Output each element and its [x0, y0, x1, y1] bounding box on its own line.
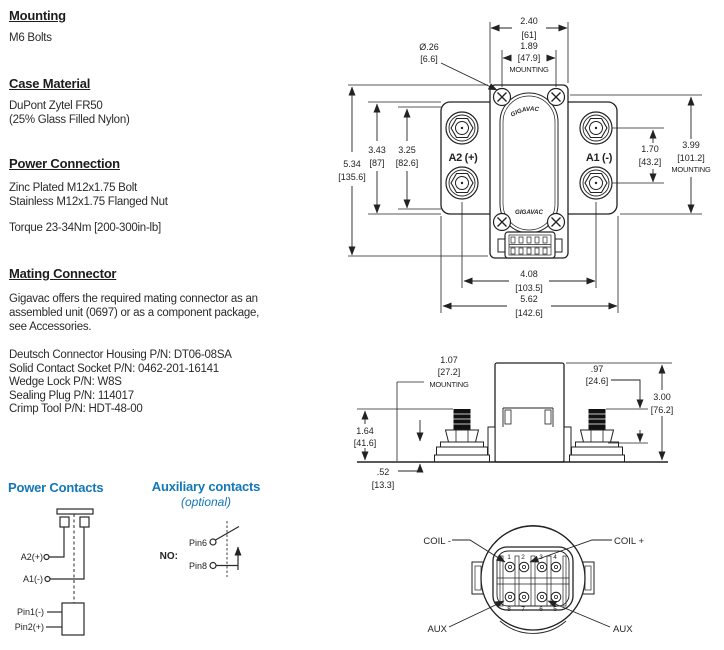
dim-170-mm: [43.2] [638, 157, 662, 167]
mounting-screw [494, 214, 511, 231]
connector-pin-7 [519, 592, 529, 602]
contact-bridge [57, 509, 93, 514]
dim-343-mm: [87] [369, 158, 385, 168]
part-number-line: Sealing Plug P/N: 114017 [9, 390, 134, 402]
connector-pin-2 [519, 562, 529, 572]
dim-408-mm: [103.5] [515, 283, 543, 293]
power-contacts-schematic [44, 509, 93, 635]
mounting-screw [548, 214, 565, 231]
dim-mountw-in: 1.89 [520, 41, 538, 51]
dim-408-in: 4.08 [520, 269, 538, 279]
coil-plus-label: COIL + [614, 536, 645, 547]
section-title-mounting: Mounting [9, 8, 66, 23]
aux-contacts-subtitle: (optional) [180, 495, 232, 509]
section-title-case-material: Case Material [9, 76, 91, 91]
dim-107-mm: [27.2] [437, 367, 461, 377]
terminal-label-a2: A2 (+) [448, 152, 478, 164]
terminal-bolt-a2-top [446, 112, 478, 144]
aux-contacts-labels [160, 538, 207, 571]
connector-pin-6 [537, 592, 547, 602]
dim-width-in: 2.40 [520, 16, 538, 26]
connector-pin-1 [505, 562, 515, 572]
side-bolt-left [435, 409, 490, 462]
dim-mountw-note: MOUNTING [509, 65, 549, 74]
dim-mounth-mm: [101.2] [677, 153, 705, 163]
pin-number: 1 [507, 554, 511, 561]
mounting-screw [494, 89, 511, 106]
pin8-contact [210, 563, 216, 569]
a1-label: A1(-) [23, 574, 43, 584]
mating-paragraph-line: Gigavac offers the required mating connector as an [9, 293, 258, 305]
dim-height-in: 5.34 [343, 159, 361, 169]
switch-blade [216, 527, 240, 541]
terminal-bolt-a1-top [580, 112, 612, 144]
case-material-line: (25% Glass Filled Nylon) [9, 114, 130, 126]
dim-107-note: MOUNTING [429, 380, 469, 389]
case-material-line: DuPont Zytel FR50 [9, 100, 103, 112]
pin6-contact [210, 539, 216, 545]
dim-562-mm: [142.6] [515, 308, 543, 318]
pin-number: 3 [539, 554, 543, 561]
coil-box [62, 603, 84, 635]
torque-note: Torque 23-34Nm [200-300in-lb] [9, 222, 161, 234]
aux-right-label: AUX [613, 624, 633, 635]
connector-pin-3 [537, 562, 547, 572]
section-title-power-contacts: Power Contacts [8, 480, 104, 495]
dim-164-mm: [41.6] [353, 438, 377, 448]
dim-hole-mm: [6.6] [420, 54, 438, 64]
part-number-line: Wedge Lock P/N: W8S [9, 376, 122, 388]
pin-number: 4 [553, 554, 557, 561]
part-number-line: Solid Contact Socket P/N: 0462-201-16141 [9, 363, 219, 375]
power-connection-line: Zinc Plated M12x1.75 Bolt [9, 182, 137, 194]
dim-mounth-note: MOUNTING [671, 165, 711, 174]
mating-paragraph-line: assembled unit (0697) or as a component package, [9, 307, 260, 319]
dim-170-in: 1.70 [641, 144, 659, 154]
dim-mountw-mm: [47.9] [517, 53, 541, 63]
dim-097-mm: [24.6] [585, 376, 609, 386]
connector-pin-5 [551, 592, 561, 602]
bottom-view-outline [472, 525, 594, 633]
part-number-line: Deutsch Connector Housing P/N: DT06-08SA [9, 349, 232, 361]
dim-325-in: 3.25 [398, 145, 416, 155]
top-view-connector [498, 232, 562, 258]
pin-number: 8 [507, 606, 511, 613]
terminal-bolt-a2-bottom [446, 167, 478, 199]
pin-number: 5 [553, 606, 557, 613]
dim-300-mm: [76.2] [650, 405, 674, 415]
connector-pin-4 [551, 562, 561, 572]
dim-164-in: 1.64 [356, 426, 374, 436]
power-connection-line: Stainless M12x1.75 Flanged Nut [9, 196, 168, 208]
dim-325-mm: [82.6] [395, 158, 419, 168]
mounting-body: M6 Bolts [9, 32, 52, 44]
terminal-label-a1: A1 (-) [585, 152, 613, 164]
dim-height-mm: [135.6] [338, 172, 366, 182]
coil-minus-label: COIL - [423, 536, 451, 547]
contact-terminal-right [80, 517, 89, 527]
no-label: NO: [159, 551, 178, 562]
dim-mounth-in: 3.99 [682, 140, 700, 150]
terminal-bolt-a1-bottom [580, 167, 612, 199]
power-contacts-labels [15, 552, 44, 632]
section-title-power-connection: Power Connection [9, 156, 120, 171]
contact-terminal-left [60, 517, 69, 527]
pin8-label: Pin8 [188, 561, 207, 571]
dim-097-in: .97 [590, 364, 604, 374]
dim-343-in: 3.43 [368, 145, 386, 155]
dim-hole-in: Ø.26 [419, 42, 439, 52]
section-title-aux-contacts: Auxiliary contacts [151, 479, 261, 494]
dim-300-in: 3.00 [653, 392, 671, 402]
dim-052-mm: [13.3] [371, 480, 395, 490]
mating-paragraph-line: see Accessories. [9, 321, 92, 333]
connector-pin-8 [505, 592, 515, 602]
dim-052-in: .52 [376, 467, 390, 477]
dim-107-in: 1.07 [440, 355, 458, 365]
part-number-line: Crimp Tool P/N: HDT-48-00 [9, 403, 143, 415]
pin-number: 6 [539, 606, 543, 613]
side-bolt-right [570, 409, 625, 462]
pin2-label: Pin2(+) [14, 622, 44, 632]
dim-562-in: 5.62 [520, 294, 538, 304]
aux-contacts-schematic [210, 521, 239, 577]
logo-top-text: GIGAVAC [509, 105, 540, 119]
pin-number: 7 [521, 606, 525, 613]
section-title-mating-connector: Mating Connector [9, 266, 117, 281]
dim-width-mm: [61] [521, 30, 537, 40]
pin6-label: Pin6 [188, 538, 207, 548]
pin1-label: Pin1(-) [16, 607, 44, 617]
connector-shell [493, 547, 573, 610]
mounting-screw [548, 89, 565, 106]
logo-bottom: GIGAVAC [515, 209, 543, 216]
pin-number: 2 [521, 554, 525, 561]
aux-left-label: AUX [427, 624, 447, 635]
a2-label: A2(+) [20, 552, 43, 562]
